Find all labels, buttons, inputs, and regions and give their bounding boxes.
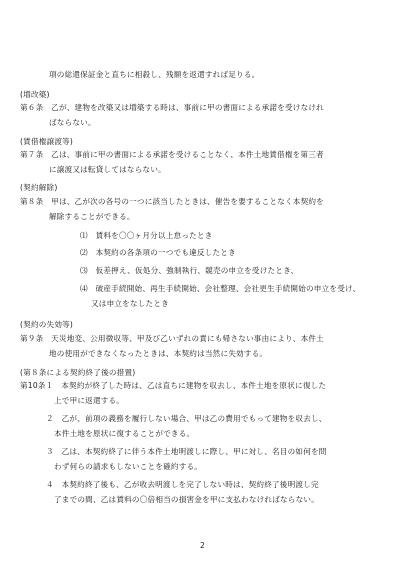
article-8-line: 第８条 甲は、乙が次の各号の一つに該当したときは、催告を要することなく本契約を	[20, 197, 324, 206]
article-10-line: ４ 本契約終了後も、乙が收去明渡しを完了しない時は、契約終了後明渡し完	[46, 480, 319, 489]
article-9-line: 地の使用ができなくなったときは、本契約は当然に失効する。	[49, 349, 268, 358]
article-9-line: 第９条 天災地変、公用徴収等、甲及び乙いずれの責にも帰さない事由により、本件土	[20, 334, 324, 343]
page-number: 2	[200, 541, 206, 550]
article-10-line: ３ 乙は、本契約終了に伴う本件土地明渡しに際し、甲に対し、名目の如何を問	[46, 447, 327, 456]
section-heading: (第８条による契約終了後の措置)	[20, 368, 136, 377]
article-10-line: 了までの間、乙は賃料の〇倍相当の損害金を甲に支払わなければならない。	[54, 495, 319, 504]
article-10-line: 上で甲に返還する。	[54, 396, 125, 405]
article-10-line: 第10条１ 本契約が終了した時は、乙は直ちに建物を収去し、本件土地を原状に復した	[20, 381, 327, 390]
article-8-item: 又は申立をなしたとき	[91, 299, 169, 308]
article-8-item: ⑷ 破産手続開始、再生手続開始、会社整理、会社更生手続開始の申立を受け、	[80, 284, 361, 293]
article-8-line: 解除することができる。	[49, 212, 135, 221]
article-8-item: ⑶ 仮差押え、仮処分、強制執行、競売の申立を受けたとき、	[80, 266, 299, 275]
section-heading: (契約の失効等)	[20, 320, 74, 329]
article-7-line: に譲渡又は転貸してはならない。	[49, 165, 166, 174]
text-line: 項の総還保証金と直ちに相殺し、残額を返還すれば足りる。	[49, 70, 260, 79]
article-6-line: ばならない。	[49, 118, 96, 127]
article-10-line: わず何らの請求もしないことを確約する。	[54, 462, 203, 471]
article-7-line: 第７条 乙は、事前に甲の書面による承諾を受けることなく、本件土地賃借権を第三者	[20, 150, 324, 159]
section-heading: (契約解除)	[20, 183, 58, 192]
section-heading: (賃借権譲渡等)	[20, 137, 74, 146]
section-heading: (増改築)	[20, 90, 50, 99]
article-8-item: ⑵ 本契約の各条項の一つでも違反したとき	[80, 248, 236, 257]
article-8-item: ⑴ 賃料を〇〇ヶ月分以上怠ったとき	[80, 231, 213, 240]
article-10-line: ２ 乙が、前項の義務を履行しない場合、甲は乙の費用でもって建物を収去し、	[46, 414, 327, 423]
article-10-line: 本件土地を原状に復することができる。	[54, 429, 195, 438]
article-6-line: 第６条 乙が、建物を改築又は増築する時は、事前に甲の書面による承諾を受けなけれ	[20, 103, 324, 112]
